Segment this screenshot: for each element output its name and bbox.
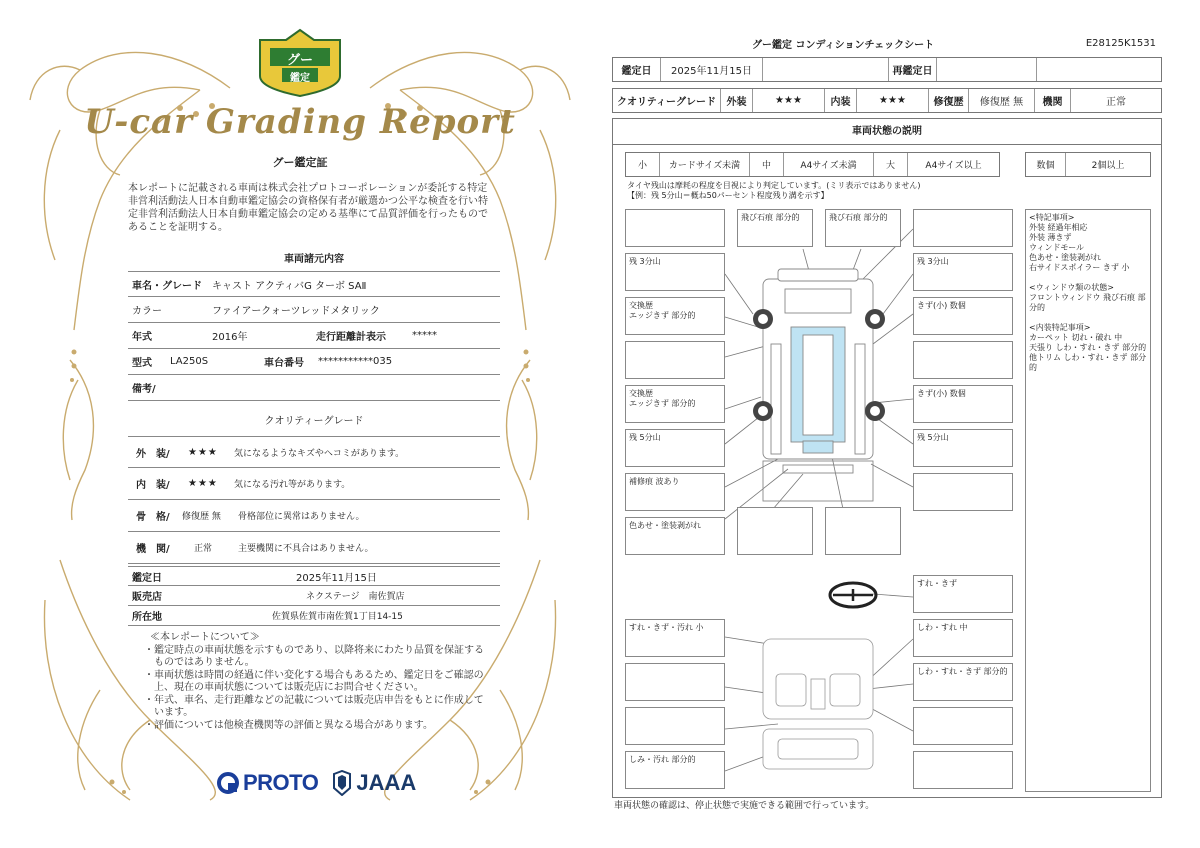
condition-box bbox=[625, 341, 725, 379]
interior-value: ★★★ bbox=[857, 89, 929, 112]
reinspection-date-value bbox=[937, 58, 1037, 81]
note-line: 外装 薄きず bbox=[1029, 233, 1072, 242]
jaaa-mark-icon bbox=[332, 770, 352, 796]
condition-box bbox=[913, 663, 1013, 701]
condition-text: しみ・汚れ 部分的 bbox=[629, 755, 696, 764]
blank-cell bbox=[763, 58, 889, 81]
note-line: <内装特記事項> bbox=[1029, 323, 1091, 332]
sign-row-shop bbox=[128, 586, 500, 606]
condition-text: 残 5分山 bbox=[629, 433, 661, 442]
panel-title: 車両状態の説明 bbox=[613, 119, 1161, 145]
condition-box bbox=[825, 507, 901, 555]
exterior-value: ★★★ bbox=[753, 89, 825, 112]
condition-box bbox=[625, 385, 725, 423]
tire-note-line: 【例：残 5分山＝概ね50パーセント程度残り溝を示す】 bbox=[627, 191, 829, 200]
quality-grade-row bbox=[612, 88, 1162, 113]
sheet-title: グー鑑定 コンディションチェックシート bbox=[752, 40, 935, 51]
condition-box bbox=[625, 517, 725, 555]
sign-row-date bbox=[128, 566, 500, 586]
spec-table bbox=[128, 271, 500, 401]
mileage-value: ***** bbox=[412, 330, 437, 341]
note-line: 他トリム しわ・すれ・きず 部分的 bbox=[1029, 353, 1147, 372]
chassis-label: 車台番号 bbox=[264, 358, 304, 369]
note-item: ・車両状態は時間の経過に伴い変化する場合もあるため、鑑定日をご確認の上、現在の車両状態については販売店にお問合せください。 bbox=[144, 669, 484, 693]
condition-box bbox=[625, 663, 725, 701]
quality-text: 骨格部位に異常はありません。 bbox=[238, 512, 365, 522]
mileage-label: 走行距離計表示 bbox=[316, 332, 386, 343]
condition-text: すれ・きず・汚れ 小 bbox=[629, 623, 704, 632]
condition-text: 残 3分山 bbox=[917, 257, 949, 266]
exterior-label: 外装 bbox=[721, 89, 753, 112]
legend-small: 小 bbox=[626, 153, 660, 176]
condition-text: きず(小) 数個 bbox=[917, 301, 966, 310]
condition-box bbox=[737, 209, 813, 247]
spec-row-remarks bbox=[128, 375, 500, 401]
condition-box bbox=[825, 209, 901, 247]
condition-box bbox=[913, 575, 1013, 613]
inspection-date-row bbox=[612, 57, 1162, 82]
quality-grade: 正常 bbox=[194, 544, 213, 554]
proto-mark-icon bbox=[216, 771, 240, 795]
badge-bottom-text: 鑑定 bbox=[290, 73, 310, 84]
note-item: ・評価については他検査機関等の評価と異なる場合があります。 bbox=[144, 719, 433, 731]
reinspection-date-label: 再鑑定日 bbox=[889, 58, 937, 81]
condition-box bbox=[625, 209, 725, 247]
note-line: <特記事項> bbox=[1029, 213, 1075, 222]
legend-count: 数個 bbox=[1026, 153, 1066, 176]
note-line: 色あせ・塗装剥がれ bbox=[1029, 253, 1101, 262]
note-line: 天張り しわ・すれ・きず 部分的 bbox=[1029, 343, 1147, 352]
condition-text: エッジきず 部分的 bbox=[629, 399, 696, 408]
legend-large: 大 bbox=[874, 153, 908, 176]
model-label: 型式 bbox=[132, 358, 152, 369]
sheet-code: E28125K1531 bbox=[1085, 38, 1156, 49]
color-value: ファイアークォーツレッドメタリック bbox=[212, 306, 380, 317]
spec-row-year bbox=[128, 323, 500, 349]
remarks-label: 備考/ bbox=[132, 384, 156, 395]
sheet-footer: 車両状態の確認は、停止状態で実施できる範囲で行っています。 bbox=[614, 801, 875, 811]
condition-box bbox=[625, 619, 725, 657]
report-title: U-car Grading Report bbox=[84, 102, 516, 142]
condition-box bbox=[913, 341, 1013, 379]
quality-label: 外 装/ bbox=[136, 448, 170, 460]
condition-text: すれ・きず bbox=[917, 579, 957, 588]
legend-count-desc: 2個以上 bbox=[1091, 161, 1125, 171]
condition-text: エッジきず 部分的 bbox=[629, 311, 696, 320]
note-line: <ウィンドウ類の状態> bbox=[1029, 283, 1114, 292]
note-item: ・鑑定時点の車両状態を示すものであり、以降将来にわたり品質を保証するものではありません。 bbox=[144, 644, 484, 668]
quality-label: 内 装/ bbox=[136, 480, 170, 491]
condition-box bbox=[737, 507, 813, 555]
shop-value: ネクステージ 南佐賀店 bbox=[306, 592, 405, 602]
condition-box bbox=[913, 429, 1013, 467]
note-item: ・年式、車名、走行距離などの記載については販売店申告をもとに作成しています。 bbox=[144, 694, 484, 718]
note-line: 右サイドスポイラー きず 小 bbox=[1029, 263, 1130, 272]
quality-grade: ★★★ bbox=[188, 446, 218, 458]
steering-wheel-icon bbox=[830, 583, 876, 607]
vehicle-condition-panel bbox=[612, 118, 1162, 798]
inspection-info bbox=[128, 566, 500, 626]
date-label: 鑑定日 bbox=[132, 572, 162, 584]
inspection-date-value: 2025年11月15日 bbox=[661, 58, 763, 81]
condition-text: 飛び石痕 部分的 bbox=[741, 213, 800, 222]
legend-medium: 中 bbox=[750, 153, 784, 176]
condition-box bbox=[913, 473, 1013, 511]
repair-value: 修復歴 無 bbox=[969, 89, 1035, 112]
car-interior-view bbox=[763, 639, 873, 769]
legend-small-desc: カードサイズ未満 bbox=[660, 153, 750, 176]
year-value: 2016年 bbox=[212, 332, 248, 343]
condition-box bbox=[625, 707, 725, 745]
tire-note-line: タイヤ残山は摩耗の程度を目視により判定しています。(ミリ表示ではありません) bbox=[627, 181, 921, 190]
note-spacer bbox=[1029, 313, 1147, 323]
note-line: カーペット 切れ・破れ 中 bbox=[1029, 333, 1123, 342]
spec-heading: 車両諸元内容 bbox=[284, 254, 344, 265]
quality-text: 気になるようなキズやヘコミがあります。 bbox=[234, 448, 405, 459]
grade-label: クオリティーグレード bbox=[613, 89, 721, 112]
condition-text: 色あせ・塗装剥がれ bbox=[629, 521, 701, 530]
report-notes bbox=[140, 632, 490, 732]
condition-text: しわ・すれ・きず 部分的 bbox=[917, 667, 1008, 676]
date-value: 2025年11月15日 bbox=[296, 572, 377, 584]
address-value: 佐賀県佐賀市南佐賀1丁目14-15 bbox=[272, 612, 403, 622]
condition-text: 交換歴 bbox=[629, 301, 653, 310]
name-value: キャスト アクティバG ターボ SAⅡ bbox=[212, 280, 367, 292]
condition-text: 残 3分山 bbox=[629, 257, 661, 266]
proto-logo bbox=[216, 770, 318, 796]
condition-box bbox=[913, 209, 1013, 247]
condition-box bbox=[913, 253, 1013, 291]
condition-text: しわ・すれ 中 bbox=[917, 623, 968, 632]
legend-large-desc: A4サイズ以上 bbox=[925, 161, 982, 171]
shop-label: 販売店 bbox=[132, 592, 162, 603]
condition-box bbox=[625, 751, 725, 789]
spec-row-model bbox=[128, 349, 500, 375]
engine-value: 正常 bbox=[1106, 97, 1126, 108]
car-top-view bbox=[763, 269, 873, 501]
inspection-date-label: 鑑定日 bbox=[613, 58, 661, 81]
condition-box bbox=[625, 253, 725, 291]
quality-label: 骨 格/ bbox=[136, 512, 170, 523]
quality-row-engine bbox=[128, 532, 500, 564]
condition-box bbox=[625, 429, 725, 467]
report-subtitle: グー鑑定証 bbox=[272, 156, 328, 169]
quality-row-frame bbox=[128, 500, 500, 532]
color-label: カラー bbox=[132, 306, 162, 317]
condition-check-sheet bbox=[600, 0, 1200, 848]
jaaa-logo bbox=[332, 770, 416, 796]
badge-top-text: グー bbox=[286, 53, 313, 68]
quality-text: 気になる汚れ等があります。 bbox=[234, 480, 351, 490]
sign-row-address bbox=[128, 606, 500, 626]
quality-row-exterior bbox=[128, 436, 500, 468]
repair-label: 修復歴 bbox=[929, 89, 969, 112]
condition-box bbox=[625, 297, 725, 335]
note-line: フロントウィンドウ 飛び石痕 部分的 bbox=[1029, 293, 1146, 312]
note-line: 外装 経過年相応 bbox=[1029, 223, 1088, 232]
condition-box bbox=[913, 619, 1013, 657]
year-label: 年式 bbox=[132, 332, 152, 343]
quality-label: 機 関/ bbox=[136, 544, 170, 555]
quality-grade: 修復歴 無 bbox=[182, 512, 221, 522]
quality-text: 主要機関に不具合はありません。 bbox=[238, 544, 374, 554]
quality-table bbox=[128, 436, 500, 564]
quality-row-interior bbox=[128, 468, 500, 500]
note-spacer bbox=[1029, 273, 1147, 283]
condition-text: 補修痕 波あり bbox=[629, 477, 680, 486]
certification-text: 本レポートに記載される車両は株式会社プロトコーポレーションが委託する特定非営利活動法人日本自動車鑑定協会の資格保有者が厳選かつ公平な検査を行い特定非営利活動法人日本自動車鑑定協会の定める基準にて品質評価を行ったものであることを証明する。 bbox=[128, 183, 488, 233]
notes-heading: ≪本レポートについて≫ bbox=[150, 632, 260, 643]
proto-logo-text: PROTO bbox=[243, 770, 319, 795]
jaaa-logo-text: JAAA bbox=[356, 770, 417, 795]
condition-box bbox=[913, 751, 1013, 789]
note-line: ウィンドモール bbox=[1029, 243, 1085, 252]
condition-text: 飛び石痕 部分的 bbox=[829, 213, 888, 222]
quality-grade: ★★★ bbox=[188, 478, 218, 489]
condition-box bbox=[913, 385, 1013, 423]
interior-label: 内装 bbox=[825, 89, 857, 112]
special-notes bbox=[1025, 209, 1151, 792]
condition-box bbox=[625, 473, 725, 511]
chassis-value: ***********035 bbox=[318, 356, 393, 367]
legend-medium-desc: A4サイズ未満 bbox=[784, 153, 874, 176]
condition-box bbox=[913, 297, 1013, 335]
engine-label: 機関 bbox=[1035, 89, 1071, 112]
condition-box bbox=[913, 707, 1013, 745]
address-label: 所在地 bbox=[132, 612, 162, 623]
condition-text: 残 5分山 bbox=[917, 433, 949, 442]
condition-text: 交換歴 bbox=[629, 389, 653, 398]
spec-row-name bbox=[128, 271, 500, 297]
name-label: 車名・グレード bbox=[132, 280, 202, 292]
blank-cell bbox=[1037, 58, 1161, 81]
quality-heading: クオリティーグレード bbox=[264, 416, 364, 427]
model-value: LA250S bbox=[170, 356, 209, 367]
logo-area bbox=[216, 770, 416, 796]
condition-text: きず(小) 数個 bbox=[917, 389, 966, 398]
spec-row-color bbox=[128, 297, 500, 323]
